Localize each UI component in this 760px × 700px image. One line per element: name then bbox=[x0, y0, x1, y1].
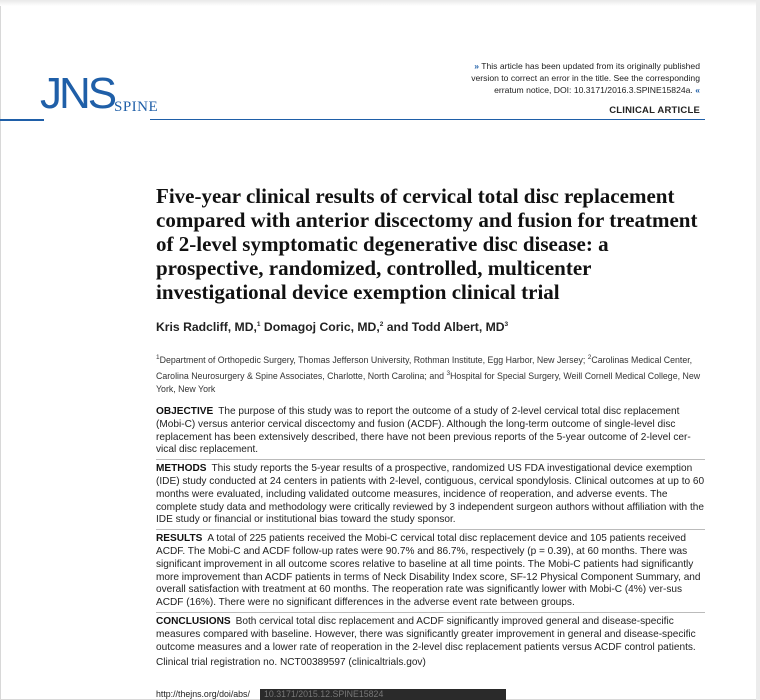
url-doi[interactable]: 10.3171/2015.12.SPINE15824 bbox=[264, 689, 384, 699]
author-name[interactable]: Todd Albert, MD bbox=[411, 320, 505, 334]
conclusions-text: Both cervical total disc replacement and ACDF significantly improved general and disease-specific measures compared with baseline. However, there was significantly greater improvement in general and disease-specific outcome measures and a lower rate of reoperation in the 2-level disc replacement patients versus ACDF control patients. bbox=[156, 615, 696, 653]
abstract-results bbox=[156, 533, 705, 610]
results-text: A total of 225 patients received the Mobi-C cervical total disc replacement device and 105 patients received ACDF. The Mobi-C and ACDF follow-up rates were 90.7% and 86.7%, respectively (p = 0.39), at 60 months. There was significant improvement in all outcome scores relative to baseline at all time points. The Mobi-C patients had significantly more improvement than ACDF patients in terms of Neck Disability Index score, SF-12 Physical Component Summary, and overall satisfaction with treatment at 60 months. The reoperation rate was significantly lower with Mobi-C (4%) ver-sus ACDF (16%). There were no significant differences in the adverse event rate between groups. bbox=[156, 533, 701, 609]
methods-heading: METHODS bbox=[156, 463, 207, 475]
conclusions-heading: CONCLUSIONS bbox=[156, 615, 231, 627]
double-arrow-left-icon: « bbox=[695, 85, 700, 95]
header-rule-left bbox=[0, 119, 44, 121]
abstract bbox=[156, 406, 705, 672]
journal-logo-sub: SPINE bbox=[114, 99, 159, 115]
results-heading: RESULTS bbox=[156, 533, 203, 545]
abstract-divider bbox=[156, 612, 705, 613]
journal-logo-main: JNS bbox=[40, 69, 115, 118]
header-rule bbox=[150, 119, 705, 120]
update-notice bbox=[462, 60, 700, 96]
affiliation-sup: 1 bbox=[156, 354, 160, 361]
affiliation-text: Carolinas Medical Center, Carolina Neurosurgery & Spine Associates, Charlotte, North Carolina; and bbox=[156, 354, 693, 381]
article-title: Five-year clinical results of cervical total disc replacement compared with anterior discectomy and fusion for treatment of 2-level symptomatic degenerative disc disease: a prospective, randomized, controlled, multicenter investigational device exemption clinical trial bbox=[156, 184, 698, 304]
affiliation-text: Hospital for Special Surgery, Weill Cornell Medical College, New York, New York bbox=[156, 370, 701, 394]
objective-heading: OBJECTIVE bbox=[156, 406, 214, 417]
author-name[interactable]: Domagoj Coric, MD, bbox=[263, 320, 380, 334]
author-sup: 2 bbox=[379, 320, 384, 328]
double-arrow-right-icon: » bbox=[474, 61, 479, 71]
right-shadow bbox=[756, 0, 760, 700]
article-type-label: CLINICAL ARTICLE bbox=[609, 105, 700, 116]
abstract-methods bbox=[156, 463, 705, 527]
affiliation-sup: 2 bbox=[587, 354, 592, 361]
affiliation-text: Department of Orthopedic Surgery, Thomas Jefferson University, Rothman Institute, Egg Harbor, New Jersey; bbox=[159, 354, 588, 365]
update-notice-text: This article has been updated from its originally published version to correct an error in the title. See the corresponding erratum notice, DOI: 10.3171/2016.3.SPINE15824a. bbox=[471, 61, 700, 95]
trial-registration: Clinical trial registration no. NCT00389597 (clinicaltrials.gov) bbox=[156, 657, 426, 669]
abstract-conclusions bbox=[156, 616, 705, 654]
affiliation-sup: 3 bbox=[446, 369, 451, 377]
top-shadow bbox=[0, 0, 760, 6]
author-sup: 3 bbox=[504, 320, 509, 328]
methods-text: This study reports the 5-year results of a prospective, randomized US FDA investigational device exemption (IDE) study conducted at 24 centers in patients with 2-level, contiguous, cervical spondylosis. Clinical outcomes at up to 60 months were evaluated, including validated outcome measures, incidence of reoperation, and adverse events. The complete study data and methodology were critically reviewed by 3 independent surgeon authors without affiliation with the IDE study or financial or institutional bias toward the study sponsor. bbox=[156, 463, 705, 526]
author-name[interactable]: Kris Radcliff, MD, bbox=[156, 320, 257, 334]
author-list bbox=[156, 320, 716, 334]
abstract-objective bbox=[156, 406, 705, 457]
url-prefix[interactable]: http://thejns.org/doi/abs/ bbox=[156, 689, 250, 699]
abstract-divider bbox=[156, 459, 705, 460]
author-sup: 1 bbox=[256, 320, 261, 328]
doi-url[interactable] bbox=[156, 689, 506, 700]
author-sep: and bbox=[383, 320, 412, 334]
affiliations bbox=[156, 351, 704, 396]
abstract-divider bbox=[156, 529, 705, 530]
objective-text: The purpose of this study was to report the outcome of a study of 2-level cervical total disc replacement (Mobi-C) versus anterior cervical discectomy and fusion (ACDF). Although the long-term outcome of single-level disc replacement has been extensively described, there have not been previous reports of the 5-year outcome of 2-level cer-vical disc replacement. bbox=[156, 406, 691, 456]
